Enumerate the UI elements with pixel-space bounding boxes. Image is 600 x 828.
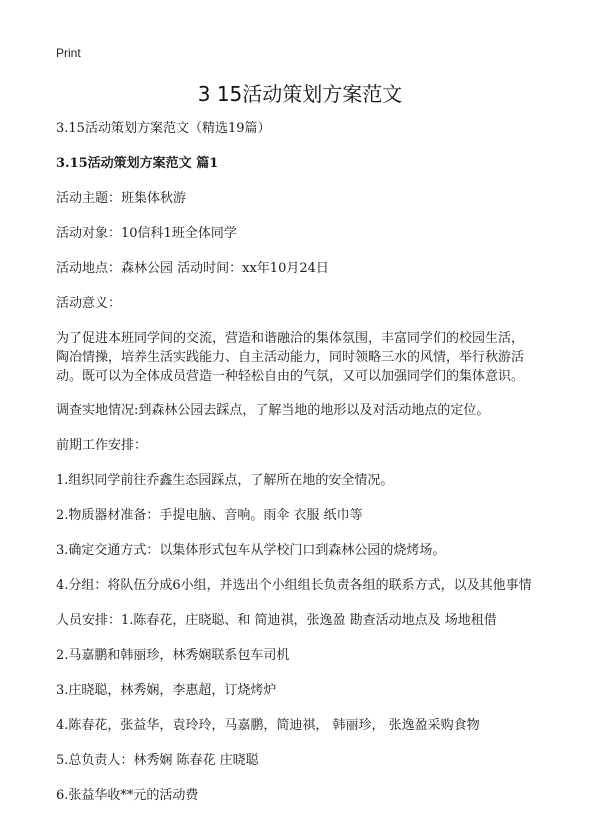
paragraph-staff-arrangement: 人员安排：1.陈春花，庄晓聪、和 简迪祺，张逸盈 勘查活动地点及 场地租借 <box>56 613 497 628</box>
list-item: 1.组织同学前往乔鑫生态园踩点，了解所在地的安全情况。 <box>56 473 394 488</box>
document-body <box>56 119 556 821</box>
section-heading: 3.15活动策划方案范文 篇1 <box>56 156 219 171</box>
list-item: 4.陈春花，张益华，袁玲玲，马嘉鹏，简迪祺， 韩丽珍， 张逸盈采购食物 <box>56 718 480 733</box>
list-item: 3.确定交通方式：以集体形式包车从学校门口到森林公园的烧烤场。 <box>56 543 446 558</box>
list-item: 4.分组：将队伍分成6小组，并选出个小组组长负责各组的联系方式，以及其他事情 <box>56 578 532 593</box>
paragraph-activity-meaning-label: 活动意义： <box>56 296 122 311</box>
list-item: 2.马嘉鹏和韩丽珍，林秀娴联系包车司机 <box>56 648 290 663</box>
paragraph-site-survey: 调查实地情况:到森林公园去踩点，了解当地的地形以及对活动地点的定位。 <box>56 403 490 418</box>
paragraph-activity-theme: 活动主题：班集体秋游 <box>56 191 187 206</box>
document-title: 3 15活动策划方案范文 <box>197 82 403 106</box>
text-line: 陶冶情操，培养生活实践能力、自主活动能力，同时领略三水的风情，举行秋游活 <box>56 350 525 365</box>
list-item: 2.物质器材准备：手提电脑、音响。雨伞 衣服 纸巾等 <box>56 508 363 523</box>
text-line: 动。既可以为全体成员营造一种轻松自由的气氛，又可以加强同学们的集体意识。 <box>56 369 525 384</box>
paragraph-activity-target: 活动对象：10信科1班全体同学 <box>56 226 237 241</box>
text-line: 为了促进本班同学间的交流，营造和谐融洽的集体氛围，丰富同学们的校园生活， <box>56 331 525 346</box>
subtitle-paragraph: 3.15活动策划方案范文（精选19篇） <box>56 121 271 136</box>
list-item: 6.张益华收**元的活动费 <box>56 788 199 803</box>
paragraph-activity-meaning <box>56 329 556 386</box>
list-item: 3.庄晓聪，林秀娴，李惠超，订烧烤炉 <box>56 683 277 698</box>
print-link[interactable]: Print <box>56 46 81 60</box>
list-item: 5.总负责人：林秀娴 陈春花 庄晓聪 <box>56 753 259 768</box>
paragraph-activity-location-time: 活动地点：森林公园 活动时间：xx年10月24日 <box>56 261 329 276</box>
paragraph-preparation-label: 前期工作安排： <box>56 438 148 453</box>
